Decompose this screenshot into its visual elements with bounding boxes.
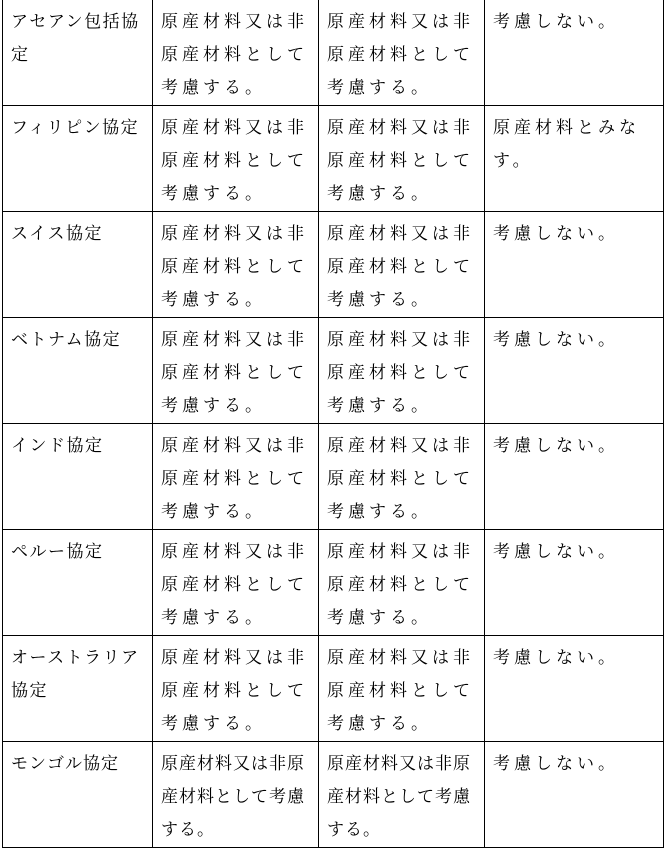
treatment-cell-c: 考慮しない。: [485, 212, 664, 318]
agreement-name-cell: フィリピン協定: [3, 106, 153, 212]
treatment-cell-c: 考慮しない。: [485, 318, 664, 424]
treatment-cell-c: 考慮しない。: [485, 530, 664, 636]
agreement-name-cell: アセアン包括協定: [3, 0, 153, 106]
table-row: [3, 0, 664, 106]
treatment-cell-b: 原産材料又は非原産材料として考慮する。: [319, 636, 485, 742]
treatment-cell-a: 原産材料又は非原産材料として考慮する。: [153, 318, 319, 424]
treatment-cell-a: 原産材料又は非原産材料として考慮する。: [153, 0, 319, 106]
treatment-cell-a: 原産材料又は非原産材料として考慮する。: [153, 742, 319, 848]
table-row: [3, 742, 664, 848]
agreement-name-cell: オーストラリア協定: [3, 636, 153, 742]
agreement-name-cell: ベトナム協定: [3, 318, 153, 424]
treatment-cell-a: 原産材料又は非原産材料として考慮する。: [153, 106, 319, 212]
treatment-cell-b: 原産材料又は非原産材料として考慮する。: [319, 742, 485, 848]
treatment-cell-c: 考慮しない。: [485, 742, 664, 848]
agreement-name-cell: スイス協定: [3, 212, 153, 318]
treatment-cell-c: 考慮しない。: [485, 636, 664, 742]
treatment-cell-c: 考慮しない。: [485, 0, 664, 106]
treatment-cell-b: 原産材料又は非原産材料として考慮する。: [319, 530, 485, 636]
treatment-cell-b: 原産材料又は非原産材料として考慮する。: [319, 106, 485, 212]
treatment-cell-a: 原産材料又は非原産材料として考慮する。: [153, 212, 319, 318]
treatment-cell-a: 原産材料又は非原産材料として考慮する。: [153, 530, 319, 636]
table-row: [3, 212, 664, 318]
agreement-table: [2, 0, 664, 848]
treatment-cell-a: 原産材料又は非原産材料として考慮する。: [153, 636, 319, 742]
treatment-cell-b: 原産材料又は非原産材料として考慮する。: [319, 318, 485, 424]
table-row: [3, 424, 664, 530]
treatment-cell-c: 考慮しない。: [485, 424, 664, 530]
treatment-cell-c: 原産材料とみなす。: [485, 106, 664, 212]
treatment-cell-b: 原産材料又は非原産材料として考慮する。: [319, 212, 485, 318]
agreement-name-cell: モンゴル協定: [3, 742, 153, 848]
table-row: [3, 106, 664, 212]
treatment-cell-b: 原産材料又は非原産材料として考慮する。: [319, 0, 485, 106]
table-row: [3, 530, 664, 636]
treatment-cell-a: 原産材料又は非原産材料として考慮する。: [153, 424, 319, 530]
agreement-name-cell: インド協定: [3, 424, 153, 530]
table-row: [3, 318, 664, 424]
agreement-name-cell: ペルー協定: [3, 530, 153, 636]
treatment-cell-b: 原産材料又は非原産材料として考慮する。: [319, 424, 485, 530]
table-row: [3, 636, 664, 742]
